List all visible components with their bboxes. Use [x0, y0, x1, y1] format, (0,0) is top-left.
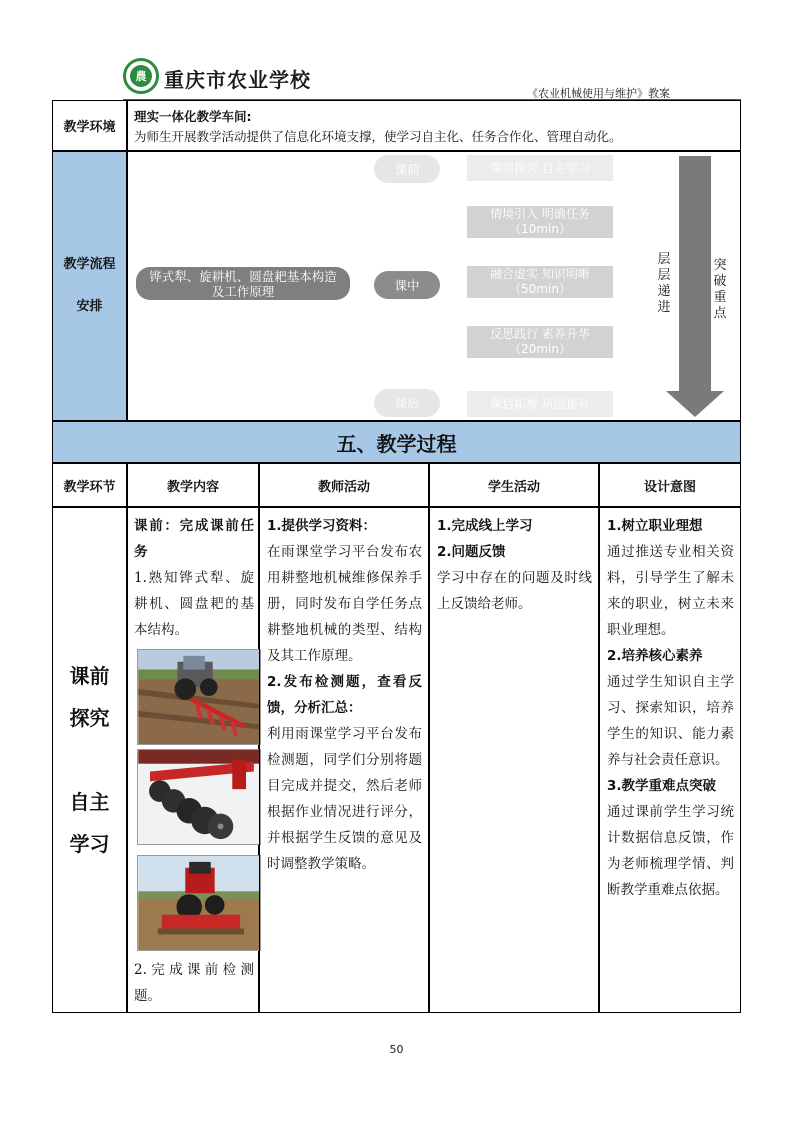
logo-emblem: 農 — [130, 65, 152, 87]
section-title: 五、教学过程 — [52, 421, 741, 463]
flow-label-line2: 安排 — [76, 299, 103, 314]
plow-tractor-photo — [137, 649, 261, 745]
flow-step: 课后拓展 巩固提升 — [467, 391, 613, 417]
col-header-teacher: 教师活动 — [259, 463, 429, 507]
page-number: 50 — [389, 1043, 404, 1056]
intent-heading3: 3.教学重难点突破 — [607, 778, 717, 794]
environment-description: 为师生开展教学活动提供了信息化环境支撑，使学习自主化、任务合作化、管理自动化。 — [134, 129, 622, 144]
intent-heading2: 2.培养核心素养 — [607, 648, 703, 664]
stage-in-class: 课中 — [374, 271, 440, 299]
arrow-left-text: 层层递进 — [657, 252, 671, 315]
environment-label: 教学环境 — [52, 100, 127, 151]
col-header-content: 教学内容 — [127, 463, 259, 507]
phase-line3: 自主 — [69, 790, 110, 814]
phase-line4: 学习 — [69, 832, 110, 856]
rotary-tiller-photo — [137, 855, 261, 951]
content-item1: 1.熟知铧式犁、旋耕机、圆盘耙的基本结构。 — [134, 570, 254, 638]
phase-line1: 课前 — [69, 664, 110, 688]
design-intent-cell — [599, 507, 741, 1013]
teacher-heading2: 2.发布检测题，查看反馈，分析汇总： — [267, 674, 422, 716]
intent-heading1: 1.树立职业理想 — [607, 518, 703, 534]
phase-cell — [52, 507, 127, 1013]
teacher-text1: 在雨课堂学习平台发布农用耕整地机械维修保养手册，同时发布自学任务点耕整地机械的类型、结构及其工作原理。 — [267, 544, 422, 664]
environment-content — [127, 100, 741, 151]
stage-before-class: 课前 — [374, 155, 440, 183]
flow-label — [52, 151, 127, 421]
student-heading2: 2.问题反馈 — [437, 544, 506, 560]
course-title: 《农业机械使用与维护》教案 — [527, 87, 670, 100]
flow-diagram — [127, 151, 741, 421]
flow-step: 融合虚实 知识明晰 （50min） — [467, 266, 613, 298]
student-heading1: 1.完成线上学习 — [437, 518, 533, 534]
school-logo — [123, 58, 159, 94]
intent-text3: 通过课前学生学习统计数据信息反馈，作为老师梳理学情、判断教学重难点依据。 — [607, 804, 734, 898]
teacher-activity-cell — [259, 507, 429, 1013]
arrow-right-text: 突破重点 — [713, 258, 727, 321]
flow-main-topic: 铧式犁、旋耕机、圆盘耙基本构造及工作原理 — [136, 267, 350, 300]
disc-harrow-photo — [137, 749, 261, 845]
down-arrow-icon — [666, 391, 724, 417]
flow-step: 课前探究 自主学习 — [467, 155, 613, 181]
col-header-phase: 教学环节 — [52, 463, 127, 507]
flow-label-line1: 教学流程 — [63, 257, 116, 272]
phase-line2: 探究 — [69, 706, 110, 730]
teacher-text2: 利用雨课堂学习平台发布检测题，同学们分别将题目完成并提交，然后老师根据作业情况进行评分，并根据学生反馈的意见及时调整教学策略。 — [267, 726, 422, 872]
intent-text2: 通过学生知识自主学习、探索知识，培养学生的知识、能力素养与社会责任意识。 — [607, 674, 734, 768]
student-text2: 学习中存在的问题及时线上反馈给老师。 — [437, 570, 592, 612]
content-item2: 2.完成课前检测题。 — [134, 962, 254, 1004]
flow-step: 反思践行 素养升华 （20min） — [467, 326, 613, 358]
teacher-heading1: 1.提供学习资料： — [267, 518, 377, 534]
environment-title: 理实一体化教学车间: — [134, 109, 252, 124]
student-activity-cell — [429, 507, 599, 1013]
stage-after-class: 课后 — [374, 389, 440, 417]
progress-arrow-shaft — [679, 156, 711, 391]
content-heading: 课前：完成课前任务 — [134, 518, 254, 560]
col-header-intent: 设计意图 — [599, 463, 741, 507]
school-name: 重庆市农业学校 — [164, 68, 311, 92]
intent-text1: 通过推送专业相关资料，引导学生了解未来的职业，树立未来职业理想。 — [607, 544, 734, 638]
flow-step: 情境引入 明确任务 （10min） — [467, 206, 613, 238]
content-cell — [127, 507, 259, 1013]
col-header-student: 学生活动 — [429, 463, 599, 507]
